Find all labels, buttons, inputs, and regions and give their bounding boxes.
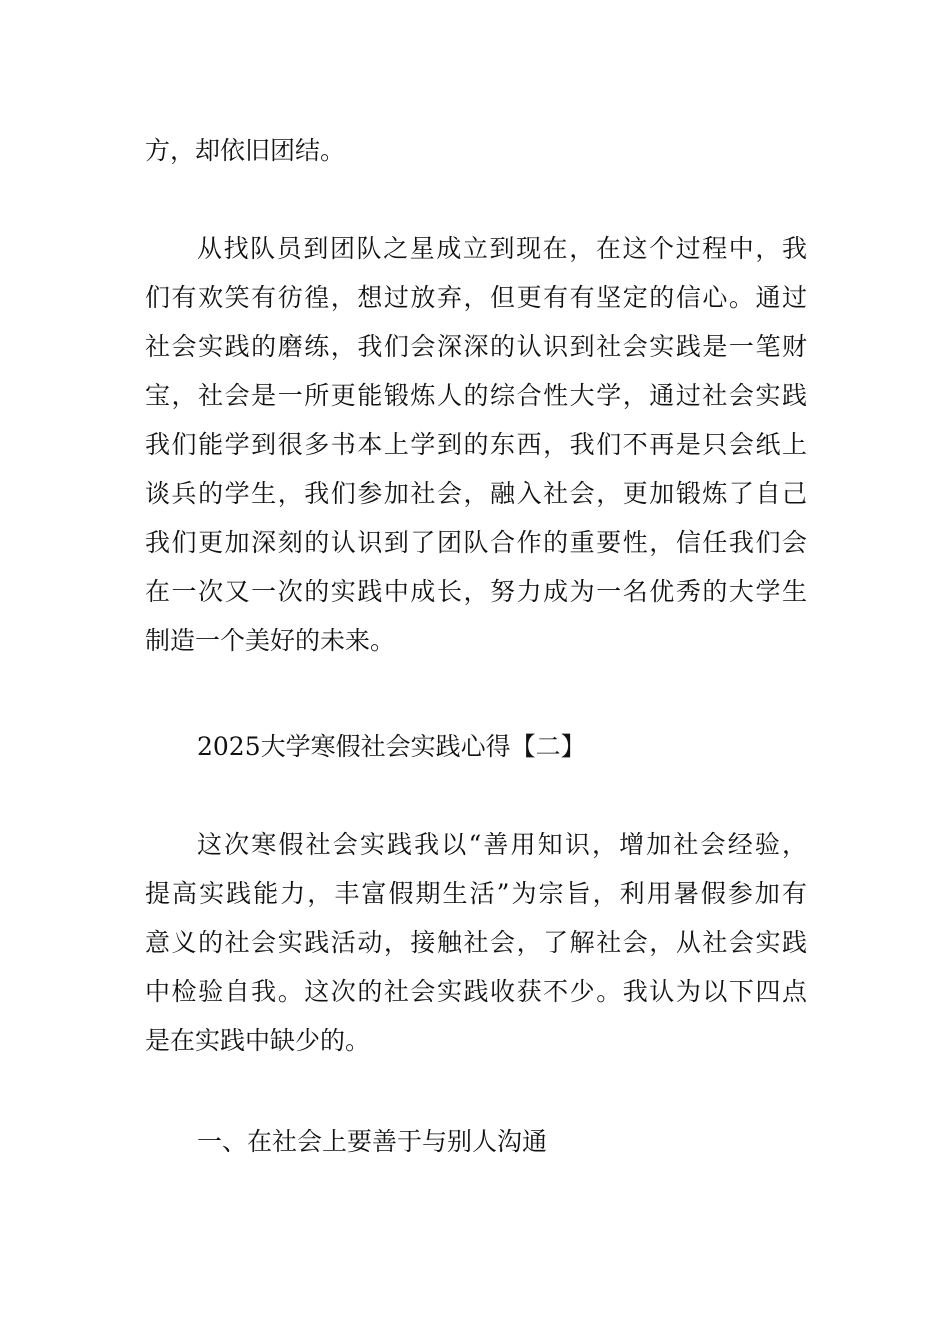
text-line: 这次寒假社会实践我以“善用知识，增加社会经验， [197, 830, 807, 859]
text-line: 社会实践的磨练，我们会深深的认识到社会实践是一笔财 [145, 332, 807, 361]
text-line: 意义的社会实践活动，接触社会，了解社会，从社会实践 [145, 928, 807, 957]
text-line: 从找队员到团队之星成立到现在，在这个过程中，我 [197, 234, 807, 263]
text-line: 是在实践中缺少的。 [145, 1026, 371, 1055]
text-line: 中检验自我。这次的社会实践收获不少。我认为以下四点 [145, 977, 807, 1006]
text-line: 们有欢笑有彷徨，想过放弃，但更有有坚定的信心。通过 [145, 283, 807, 312]
text-line: 我们能学到很多书本上学到的东西，我们不再是只会纸上 [145, 430, 807, 459]
text-line: 谈兵的学生，我们参加社会，融入社会，更加锻炼了自己 [145, 479, 807, 508]
subheading-communication: 一、在社会上要善于与别人沟通 [197, 1127, 548, 1156]
text-line: 在一次又一次的实践中成长，努力成为一名优秀的大学生 [145, 577, 807, 606]
text-line: 提高实践能力，丰富假期生活”为宗旨，利用暑假参加有 [145, 879, 807, 908]
paragraph-practice-purpose [145, 820, 807, 1065]
section-title: 2025大学寒假社会实践心得【二】 [197, 732, 586, 761]
text-line: 制造一个美好的未来。 [145, 626, 396, 655]
paragraph-continuation [145, 126, 807, 175]
text-line: 方，却依旧团结。 [145, 136, 346, 165]
paragraph-team-reflection [145, 224, 807, 665]
text-line: 我们更加深刻的认识到了团队合作的重要性，信任我们会 [145, 528, 807, 557]
text-line: 宝，社会是一所更能锻炼人的综合性大学，通过社会实践 [145, 381, 807, 410]
